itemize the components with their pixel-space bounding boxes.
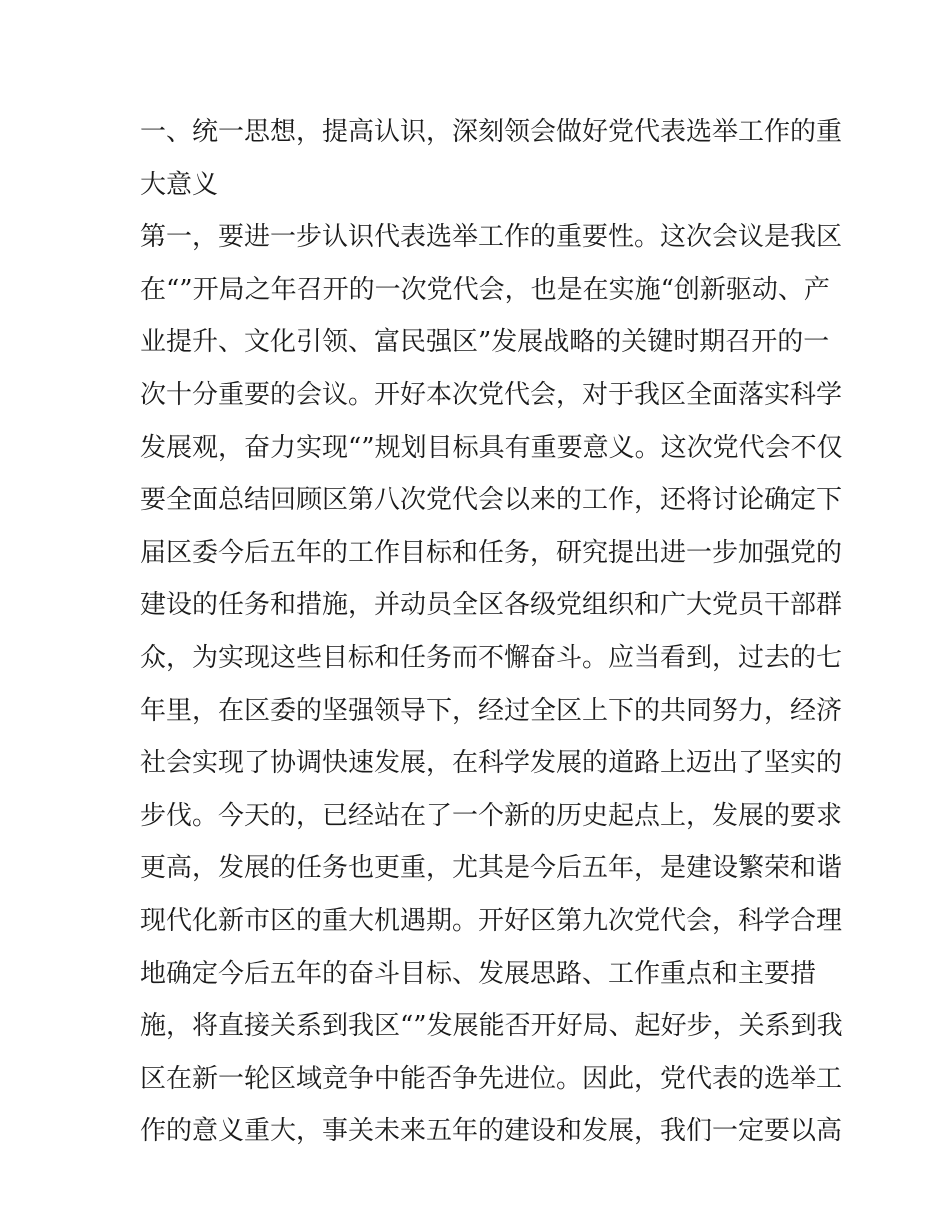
- paragraph-line: 区在新一轮区域竞争中能否争先进位。因此，党代表的选举工: [140, 1063, 843, 1094]
- paragraph-line: 次十分重要的会议。开好本次党代会，对于我区全面落实科学: [140, 379, 843, 410]
- paragraph-line: 众，为实现这些目标和任务而不懈奋斗。应当看到，过去的七: [140, 642, 843, 673]
- paragraph-line: 第一，要进一步认识代表选举工作的重要性。这次会议是我区: [140, 222, 843, 253]
- paragraph-line: 施，将直接关系到我区“”发展能否开好局、起好步，关系到我: [140, 1011, 843, 1042]
- heading-line-1: 一、统一思想，提高认识，深刻领会做好党代表选举工作的重: [140, 117, 843, 147]
- heading-line-2: 大意义: [140, 169, 219, 200]
- paragraph-line: 届区委今后五年的工作目标和任务，研究提出进一步加强党的: [140, 537, 843, 568]
- paragraph-line: 发展观，奋力实现“”规划目标具有重要意义。这次党代会不仅: [140, 432, 843, 463]
- paragraph-line: 作的意义重大，事关未来五年的建设和发展，我们一定要以高: [140, 1116, 843, 1147]
- paragraph-line: 步伐。今天的，已经站在了一个新的历史起点上，发展的要求: [140, 800, 843, 831]
- paragraph-line: 年里，在区委的坚强领导下，经过全区上下的共同努力，经济: [140, 695, 843, 726]
- paragraph-line: 社会实现了协调快速发展，在科学发展的道路上迈出了坚实的: [140, 748, 843, 779]
- paragraph-line: 业提升、文化引领、富民强区”发展战略的关键时期召开的一: [140, 327, 830, 358]
- paragraph-line: 现代化新市区的重大机遇期。开好区第九次党代会，科学合理: [140, 905, 843, 936]
- paragraph-line: 在“”开局之年召开的一次党代会，也是在实施“创新驱动、产: [140, 274, 830, 305]
- paragraph-line: 地确定今后五年的奋斗目标、发展思路、工作重点和主要措: [140, 958, 817, 989]
- paragraph-line: 要全面总结回顾区第八次党代会以来的工作，还将讨论确定下: [140, 485, 843, 516]
- paragraph-line: 建设的任务和措施，并动员全区各级党组织和广大党员干部群: [140, 590, 843, 621]
- body-text: [140, 106, 843, 1158]
- paragraph-line: 更高，发展的任务也更重，尤其是今后五年，是建设繁荣和谐: [140, 853, 843, 884]
